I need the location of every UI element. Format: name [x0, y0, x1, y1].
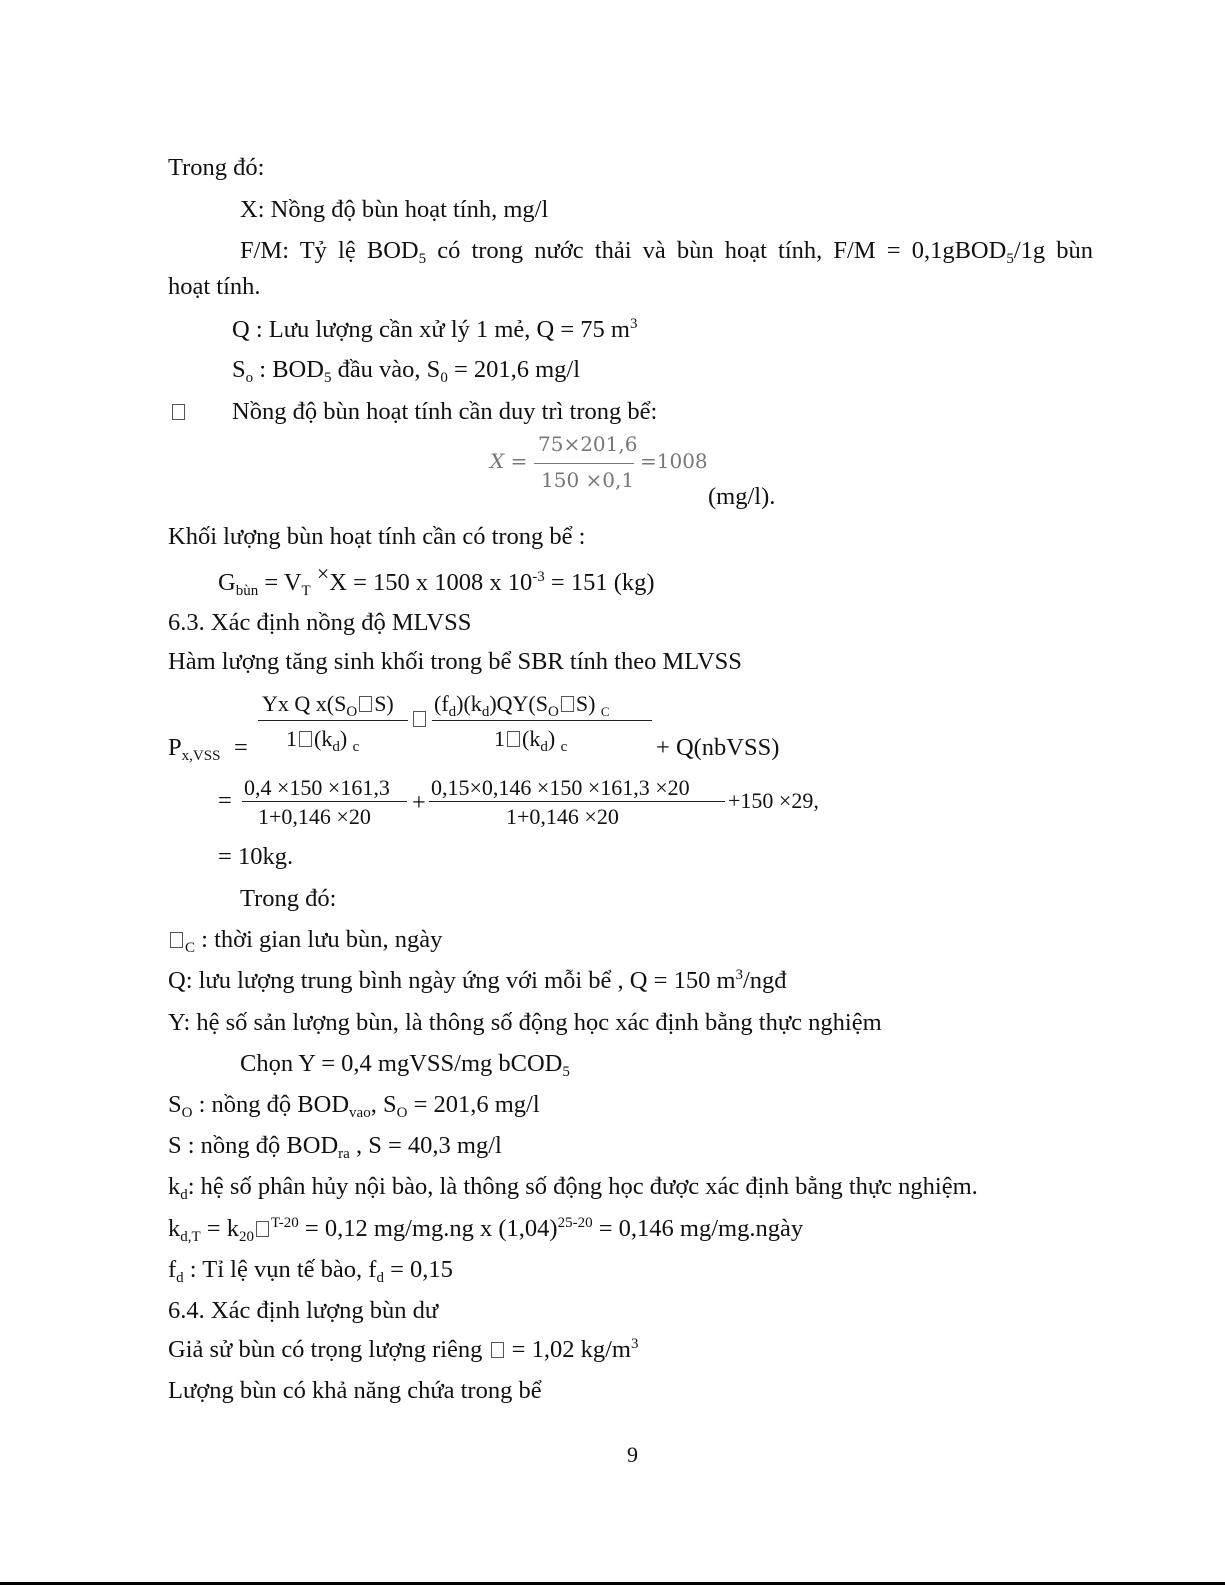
text-line: Hàm lượng tăng sinh khối trong bể SBR tính theo MLVSS	[168, 648, 742, 675]
px-label: $P_{x,VSS}$	[168, 734, 221, 764]
text-line: F/M: Tỷ lệ $BOD_5$ có trong nước thải và bùn hoạt tính, F/M = 0,1gBOD$_5$/1g bùn	[240, 237, 1093, 267]
formula-num2: $(f_d)(k_d)QY(S_O$ S) $_C$	[434, 691, 610, 720]
section-heading: 6.4. Xác định lượng bùn dư	[168, 1297, 439, 1324]
text-line: Trong đó:	[240, 885, 337, 912]
text-line: Giả sử bùn có trọng lượng riêng = 1,02 $kg/m^3$	[168, 1336, 639, 1363]
text-line: $k_d$: hệ số phân hủy nội bào, là thông số động học được xác định bằng thực nghiệm.	[168, 1173, 978, 1203]
section-heading: 6.3. Xác định nồng độ MLVSS	[168, 609, 472, 636]
text-line: Chọn Y = 0,4 mgVSS/mg bCOD$_5$	[240, 1050, 570, 1080]
text-line: $S_o$ : $BOD_5$ đầu vào, $S_0 = 201,6$ mg/l	[232, 356, 581, 386]
num-frac2-den: 1+0,146 ×20	[506, 804, 619, 829]
text-line: Nồng độ bùn hoạt tính cần duy trì trong bể:	[232, 398, 658, 425]
text-line: Khối lượng bùn hoạt tính cần có trong bể :	[168, 523, 586, 550]
px-tail: + Q(nbVSS)	[656, 734, 780, 761]
formula-bar2	[432, 720, 652, 721]
eq1-lhs: X =	[490, 449, 528, 473]
formula-bar1	[258, 720, 408, 721]
eq1-fraction-bar	[534, 463, 634, 464]
text-line: hoạt tính.	[168, 273, 261, 300]
formula-den1: 1 $(k_d)$ $_c$	[286, 726, 360, 755]
text-line: $k_{d,T} = k_{20}^{T-20} = 0,12$ mg/mg.ng x $(1,04)^{25-20} = 0,146$ mg/mg.ngày	[168, 1215, 804, 1245]
text-line: Q : Lưu lượng cần xử lý 1 mẻ, Q = 75 $m^3$	[232, 316, 638, 343]
text-line: Q: lưu lượng trung bình ngày ứng với mỗi bể , Q = 150 $m^3$/ngđ	[168, 967, 787, 994]
text-line: S : nồng độ $BOD_{ra}$ , S = 40,3 mg/l	[168, 1132, 502, 1162]
formula-plus-box	[411, 704, 428, 734]
px-equals: =	[234, 734, 248, 761]
num-frac1-den: 1+0,146 ×20	[258, 804, 371, 829]
formula-den2: 1 $(k_d)$ $_c$	[494, 726, 568, 755]
text-line: Trong đó:	[168, 154, 265, 181]
bullet-box-icon	[172, 404, 185, 420]
text-line: $G_{bùn} = V_T \times X = 150$ x 1008 x $10^{-3} = 151$ (kg)	[218, 561, 655, 599]
text-line: $f_d$ : Tỉ lệ vụn tế bào, $f_d = 0,15$	[168, 1256, 453, 1286]
gamma-box-icon	[491, 1342, 504, 1358]
theta-box-icon	[170, 932, 183, 948]
text-line: Y: hệ số sản lượng bùn, là thông số động học xác định bằng thực nghiệm	[168, 1009, 882, 1036]
eq1-numerator: 75×201,6	[538, 432, 638, 456]
eq1-denominator: 150 ×0,1	[541, 468, 635, 492]
num-frac1-num: 0,4 ×150 ×161,3	[244, 775, 390, 800]
eq1-result: =1008	[640, 449, 708, 473]
text-line: Lượng bùn có khả năng chứa trong bể	[168, 1377, 542, 1404]
result-line: = 10kg.	[218, 843, 294, 870]
num-equals: =	[218, 787, 232, 814]
num-plus: +	[412, 789, 426, 816]
bullet-line	[170, 397, 187, 427]
text-line: X: Nồng độ bùn hoạt tính, mg/l	[240, 196, 549, 223]
formula-num1: Yx Q $x(S_O$ S)	[262, 691, 394, 720]
eq1-unit: (mg/l).	[708, 483, 776, 510]
page-number: 9	[627, 1442, 638, 1467]
num-tail: +150 ×29,	[728, 788, 819, 813]
num-frac2-num: 0,15×0,146 ×150 ×161,3 ×20	[431, 775, 690, 800]
text-line: $S_O$ : nồng độ $BOD_{vao}$, $S_O = 201,6$ mg/l	[168, 1091, 540, 1121]
text-line: $_C$ : thời gian lưu bùn, ngày	[168, 925, 442, 955]
